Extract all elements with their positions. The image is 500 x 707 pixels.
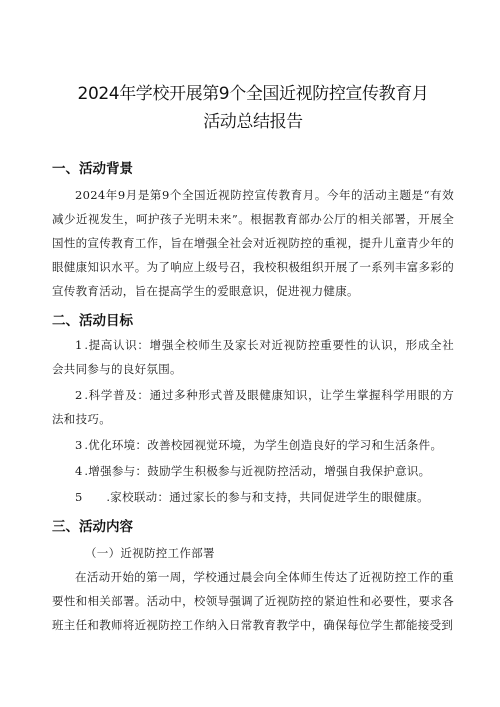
goal-item-3: [52, 433, 454, 457]
title-line-2: 活动总结报告: [203, 112, 303, 132]
goal-text: .家校联动：通过家长的参与和支持，共同促进学生的眼健康。: [106, 490, 429, 504]
document-title: [52, 0, 454, 136]
goal-number: 5: [75, 490, 85, 504]
subsection-heading-1: （一）近视防控工作部署: [85, 546, 215, 560]
goal-number: 4: [75, 464, 85, 478]
content-paragraph-1: 在活动开始的第一周，学校通过晨会向全体师生传达了近视防控工作的重要性和相关部署。活动中，校领导强调了近视防控的紧迫性和必要性，要求各班主任和教师将近视防控工作纳入日常教育教学中，确保每位学生都能接受到: [52, 570, 454, 632]
section-heading-content: 三、活动内容: [52, 519, 133, 535]
goal-text: .优化环境：改善校园视觉环境，为学生创造良好的学习和生活条件。: [84, 438, 443, 452]
title-line-1: 2024年学校开展第9个全国近视防控宣传教育月: [77, 84, 429, 104]
goal-text: .科学普及：通过多种形式普及眼健康知识，让学生掌握科学用眼的方法和技巧。: [52, 388, 454, 426]
section-heading-goals: 二、活动目标: [52, 313, 133, 329]
goal-number: 2: [75, 388, 85, 402]
goal-text: .提高认识：增强全校师生及家长对近视防控重要性的认识，形成全社会共同参与的良好氛围。: [52, 338, 454, 376]
goal-text: .增强参与：鼓励学生积极参与近视防控活动，增强自我保护意识。: [84, 464, 431, 478]
goal-item-5: [52, 485, 454, 509]
goal-item-4: [52, 459, 454, 483]
goal-number: 3: [75, 438, 85, 452]
goal-item-1: [52, 333, 454, 381]
goal-item-2: [52, 383, 454, 431]
section-heading-background: 一、活动背景: [52, 161, 133, 177]
background-paragraph: 2024年9月是第9个全国近视防控宣传教育月。今年的活动主题是“有效减少近视发生，呵护孩子光明未来”。根据教育部办公厅的相关部署，开展全国性的宣传教育工作，旨在增强全社会对近视防控的重视，提升儿童青少年的眼健康知识水平。为了响应上级号召，我校积极组织开展了一系列丰富多彩的宣传教育活动，旨在提高学生的爱眼意识，促进视力健康。: [52, 188, 454, 298]
goal-number: 1: [75, 338, 85, 352]
